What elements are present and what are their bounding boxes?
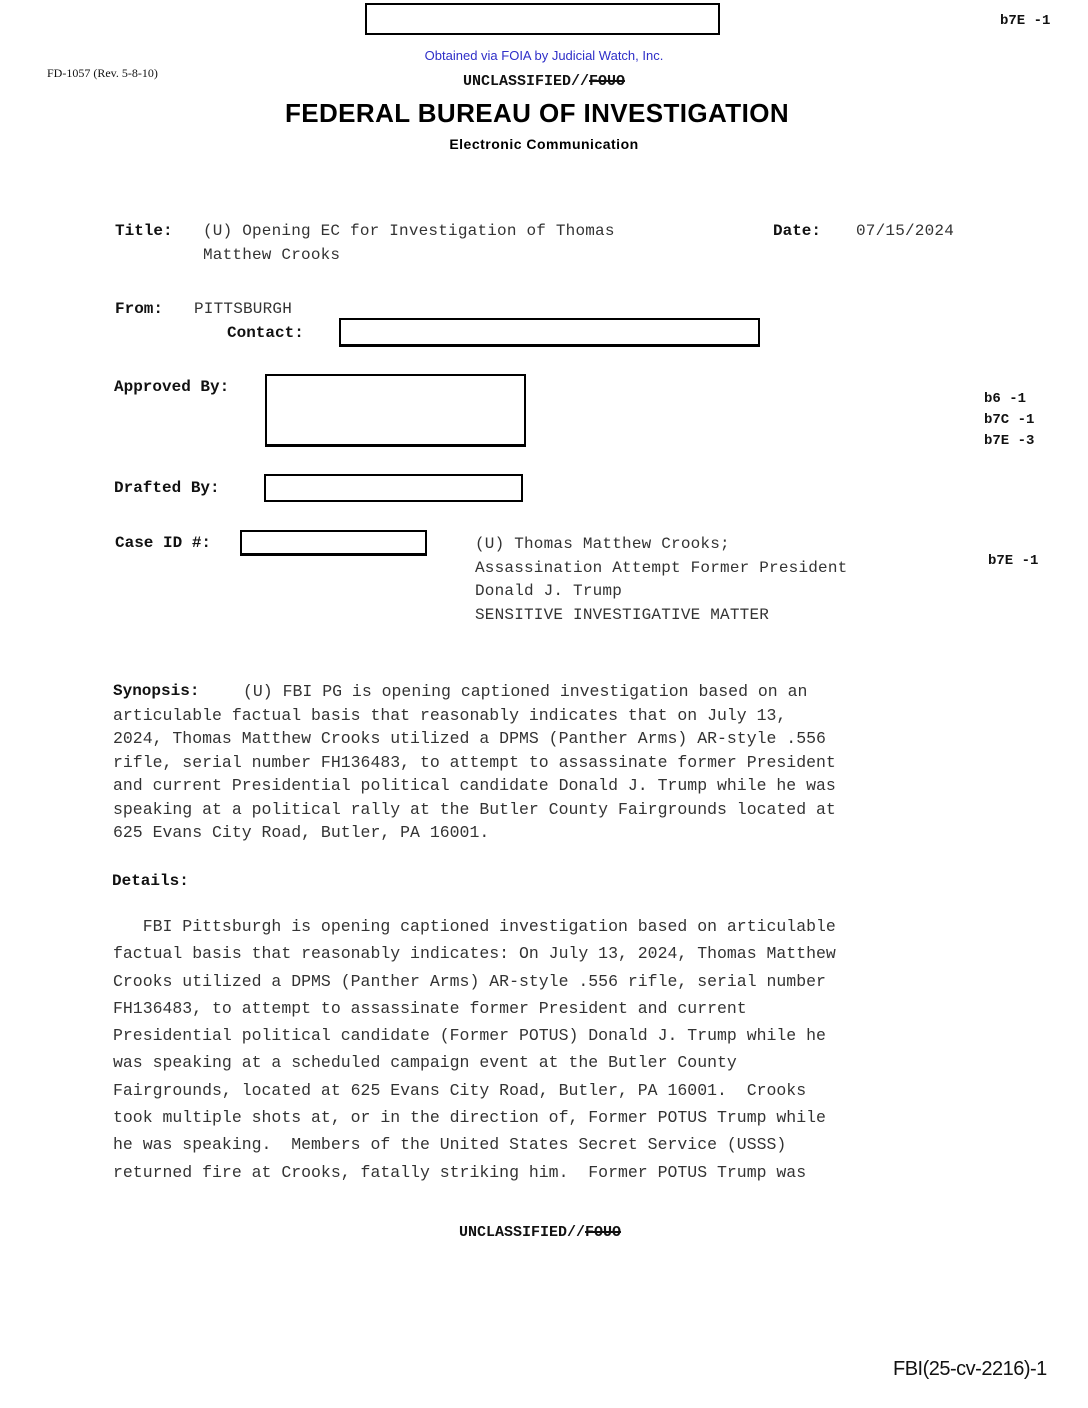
details-line: FBI Pittsburgh is opening captioned investigation based on articulable [113,917,836,936]
exemption-code: b7E -3 [984,433,1035,449]
details-line: was speaking at a scheduled campaign event at the Butler County [113,1053,737,1073]
details-line: FH136483, to attempt to assassinate former President and current [113,998,747,1018]
case-caption-line: Assassination Attempt Former President [475,558,848,577]
case-caption [475,533,847,627]
details-text [113,913,836,1186]
redaction-box-contact [339,318,760,347]
title-label: Title: [115,222,173,240]
synopsis-line: 625 Evans City Road, Butler, PA 16001. [113,823,490,842]
redaction-box-case-id [240,530,427,556]
exemption-code: b6 -1 [984,391,1027,407]
synopsis-line: 2024, Thomas Matthew Crooks utilized a DPMS (Panther Arms) AR-style .556 [113,729,826,748]
details-line: took multiple shots at, or in the direction of, Former POTUS Trump while [113,1108,826,1128]
exemption-code-case: b7E -1 [988,553,1039,569]
case-caption-line: (U) Thomas Matthew Crooks; [475,535,730,553]
title-value-line1: (U) Opening EC for Investigation of Thomas [203,222,615,240]
form-id: FD-1057 (Rev. 5-8-10) [47,66,158,80]
classification-struck: FOUO [585,1224,622,1241]
title-value-line2: Matthew Crooks [203,246,341,264]
document-type: Electronic Communication [449,136,639,152]
details-line: Crooks utilized a DPMS (Panther Arms) AR-style .556 rifle, serial number [113,971,826,991]
details-line: Fairgrounds, located at 625 Evans City Road, Butler, PA 16001. Crooks [113,1080,807,1100]
details-label: Details: [112,872,189,890]
details-line: he was speaking. Members of the United States Secret Service (USSS) [113,1135,787,1155]
exemption-code: b7C -1 [984,412,1035,428]
synopsis-line: rifle, serial number FH136483, to attempt to assassinate former President [113,752,836,772]
classification-label: UNCLASSIFIED// [458,1224,585,1241]
case-caption-line: SENSITIVE INVESTIGATIVE MATTER [475,605,770,624]
details-line: Presidential political candidate (Former POTUS) Donald J. Trump while he [113,1026,826,1046]
redaction-box-header [365,3,720,35]
from-label: From: [115,300,164,318]
redaction-box-drafted-by [264,474,523,502]
details-line: factual basis that reasonably indicates: On July 13, 2024, Thomas Matthew [113,944,836,964]
classification-label: UNCLASSIFIED// [462,73,589,90]
classification-header [0,73,1088,90]
drafted-by-label: Drafted By: [114,479,220,497]
case-id-label: Case ID #: [115,534,212,552]
synopsis-line: and current Presidential political candidate Donald J. Trump while he was [113,776,836,795]
contact-label: Contact: [227,324,304,342]
agency-title: FEDERAL BUREAU OF INVESTIGATION [284,98,789,128]
date-value: 07/15/2024 [856,222,955,240]
case-caption-line: Donald J. Trump [475,582,623,600]
classification-struck: FOUO [589,73,626,90]
exemption-codes-personnel [984,389,1034,452]
synopsis-line: (U) FBI PG is opening captioned investigation based on an [243,682,808,701]
classification-footer [0,1224,1080,1241]
details-line: returned fire at Crooks, fatally striking him. Former POTUS Trump was [113,1162,807,1182]
foia-notice: Obtained via FOIA by Judicial Watch, Inc. [424,48,664,63]
synopsis-line: speaking at a political rally at the Butler County Fairgrounds located at [113,799,836,819]
exemption-code-top: b7E -1 [1000,13,1051,29]
bates-number: FBI(25-cv-2216)-1 [893,1358,1047,1380]
from-value: PITTSBURGH [194,300,293,318]
synopsis-text [113,680,836,845]
approved-by-label: Approved By: [114,378,230,396]
redaction-box-approved-by [265,374,526,447]
synopsis-line: articulable factual basis that reasonably indicates that on July 13, [113,705,787,725]
synopsis-label: Synopsis: [113,682,200,700]
date-label: Date: [773,222,822,240]
